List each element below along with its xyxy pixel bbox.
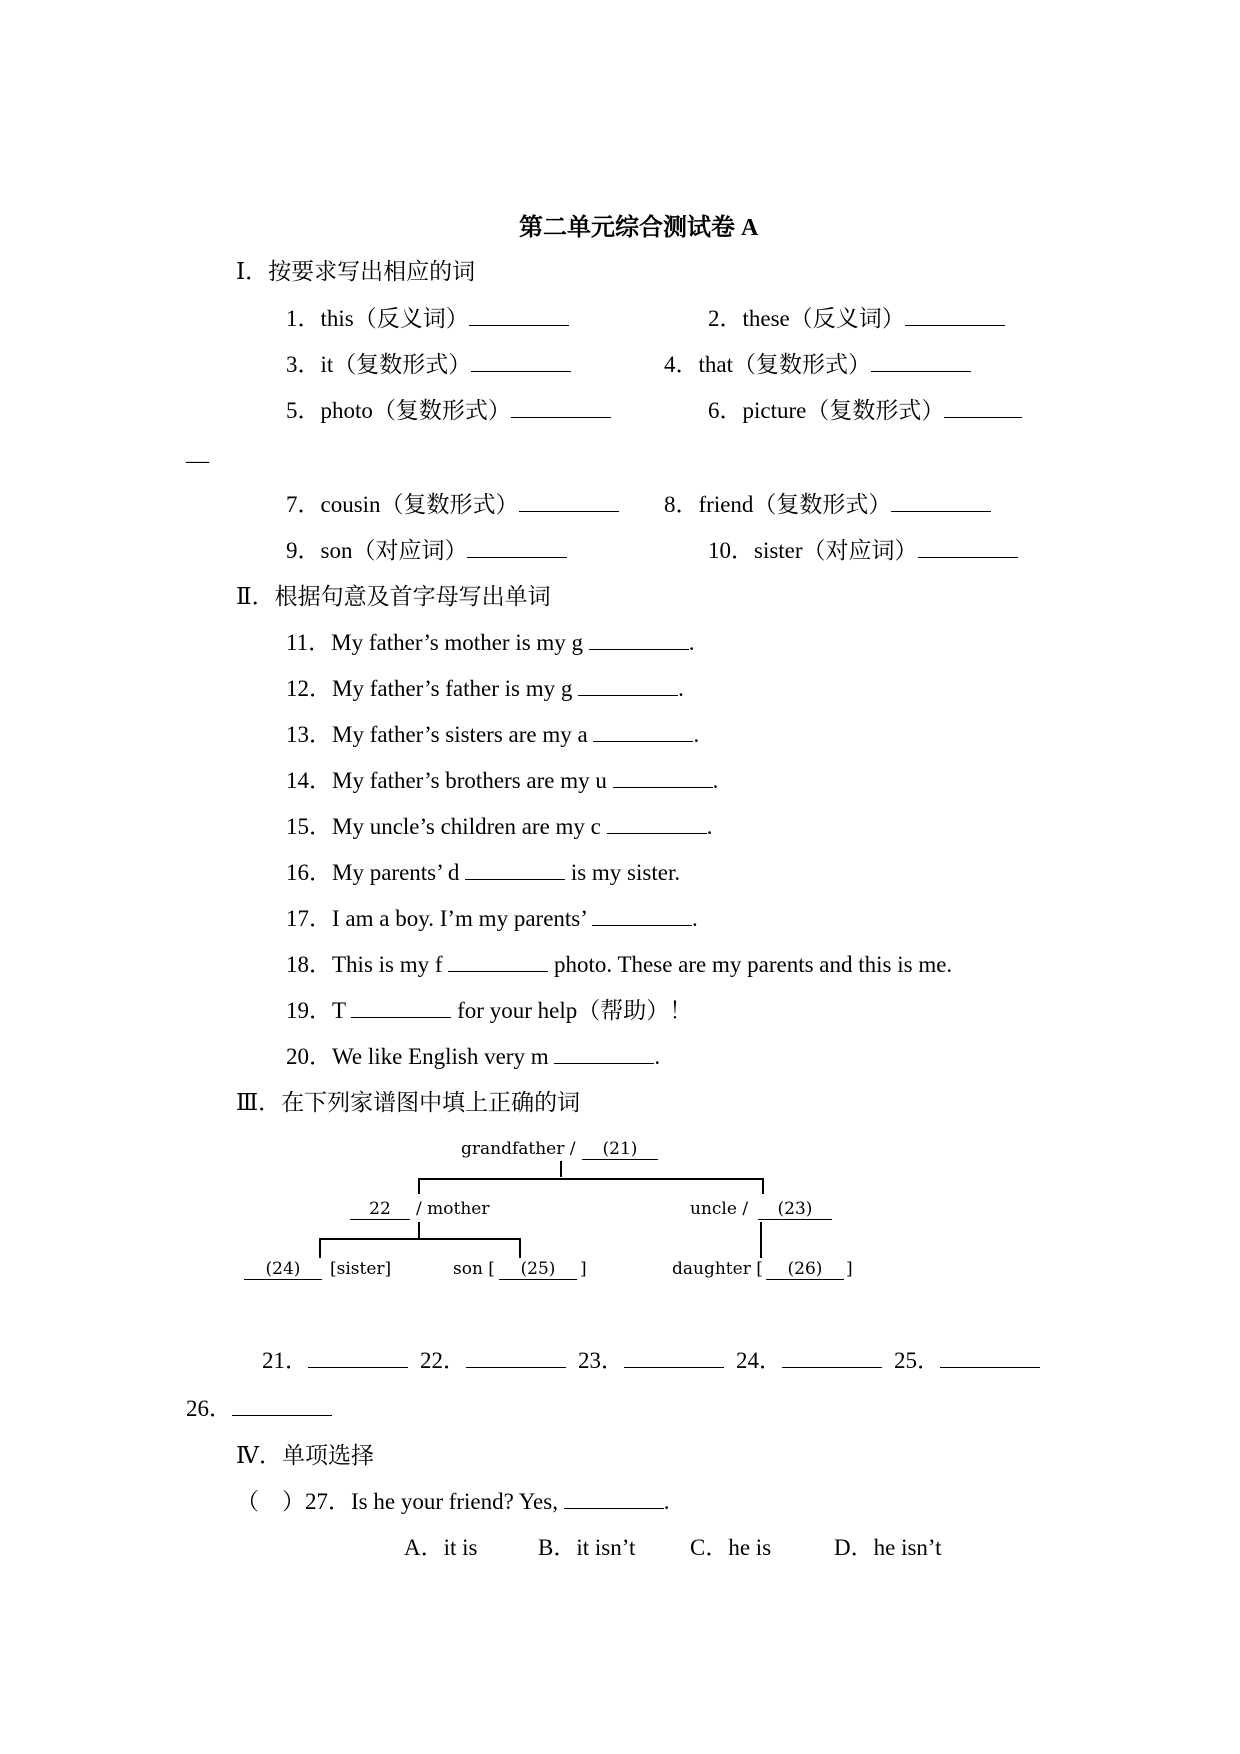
question-13	[286, 716, 699, 749]
answer-blank[interactable]	[351, 993, 451, 1018]
question-18	[286, 946, 952, 979]
tree-blank-26-label: (26)	[766, 1259, 844, 1280]
question-text: 20．We like English very m	[286, 1044, 555, 1069]
tree-connector	[760, 1222, 762, 1258]
question-text: 7．cousin（复数形式）	[286, 492, 519, 517]
dash-continuation: —	[186, 448, 209, 473]
tree-daughter: daughter [	[672, 1259, 763, 1279]
question-text-end: photo. These are my parents and this is me.	[548, 952, 953, 977]
question-text: 11．My father’s mother is my g	[286, 630, 589, 655]
question-text-end: .	[654, 1044, 661, 1069]
answer-blank[interactable]	[613, 763, 713, 788]
answer-blank[interactable]	[944, 393, 1022, 418]
question-4	[664, 346, 971, 379]
answer-blank[interactable]	[905, 301, 1005, 326]
answer-blank[interactable]	[871, 347, 971, 372]
question-8	[664, 486, 991, 519]
section-3-heading: Ⅲ．在下列家谱图中填上正确的词	[236, 1090, 581, 1115]
answer-22	[420, 1342, 566, 1375]
tree-blank-21	[582, 1139, 658, 1160]
option-c: C．he is	[690, 1535, 772, 1560]
tree-connector	[560, 1161, 562, 1177]
question-text: 3．it（复数形式）	[286, 352, 472, 377]
question-3	[286, 346, 571, 379]
answer-blank[interactable]	[592, 901, 692, 926]
tree-blank-21-label: (21)	[582, 1139, 658, 1160]
answer-24	[736, 1342, 882, 1375]
answer-label: 22．	[420, 1348, 466, 1373]
answer-26	[186, 1390, 332, 1423]
question-text-end: .	[663, 1489, 670, 1514]
answer-blank[interactable]	[589, 625, 689, 650]
question-text: 4．that（复数形式）	[664, 352, 871, 377]
section-1-heading: Ⅰ．按要求写出相应的词	[236, 259, 476, 284]
answer-23	[578, 1342, 724, 1375]
tree-blank-23	[758, 1199, 832, 1220]
answer-label: 23．	[578, 1348, 624, 1373]
answer-blank[interactable]	[578, 671, 678, 696]
question-text: 2．these（反义词）	[708, 306, 905, 331]
tree-bracket-close: ]	[846, 1259, 853, 1279]
tree-connector	[319, 1238, 321, 1258]
answer-label: 24．	[736, 1348, 782, 1373]
question-text: 16．My parents’ d	[286, 860, 466, 885]
question-text-end: .	[712, 768, 719, 793]
tree-blank-24	[244, 1259, 322, 1280]
question-text-end: for your help（帮助）！	[451, 998, 693, 1023]
tree-grandfather: grandfather /	[461, 1139, 576, 1159]
answer-blank[interactable]	[918, 533, 1018, 558]
answer-parentheses[interactable]: （ ）	[236, 1489, 305, 1514]
tree-uncle: uncle /	[690, 1199, 749, 1219]
question-text: 6．picture（复数形式）	[708, 398, 945, 423]
question-text: 9．son（对应词）	[286, 538, 468, 563]
answer-label: 25．	[894, 1348, 940, 1373]
question-6	[708, 392, 1022, 425]
answer-blank[interactable]	[448, 947, 548, 972]
option-a: A．it is	[404, 1535, 478, 1560]
question-text: 14．My father’s brothers are my u	[286, 768, 613, 793]
question-text: 8．friend（复数形式）	[664, 492, 892, 517]
question-text-end: .	[691, 906, 698, 931]
tree-sister: [sister]	[330, 1259, 392, 1279]
tree-son: son [	[453, 1259, 495, 1279]
page-title: 第二单元综合测试卷 A	[519, 215, 759, 241]
answer-blank[interactable]	[465, 855, 565, 880]
answer-21	[262, 1342, 408, 1375]
question-7	[286, 486, 619, 519]
question-text: 27．Is he your friend? Yes,	[305, 1489, 564, 1514]
tree-blank-25-label: (25)	[499, 1259, 577, 1280]
tree-blank-23-label: (23)	[758, 1199, 832, 1220]
question-9	[286, 532, 567, 565]
tree-blank-25	[499, 1259, 577, 1280]
tree-blank-22	[350, 1199, 410, 1220]
question-14	[286, 762, 718, 795]
answer-blank[interactable]	[564, 1484, 664, 1509]
question-10	[708, 532, 1018, 565]
question-text: 10．sister（对应词）	[708, 538, 918, 563]
question-11	[286, 624, 695, 657]
question-27	[236, 1483, 669, 1516]
answer-blank[interactable]	[624, 1343, 724, 1368]
section-4-heading: Ⅳ．单项选择	[236, 1443, 374, 1468]
answer-blank[interactable]	[232, 1391, 332, 1416]
question-17	[286, 900, 698, 933]
tree-blank-26	[766, 1259, 844, 1280]
answer-blank[interactable]	[469, 301, 569, 326]
tree-blank-24-label: (24)	[244, 1259, 322, 1280]
question-text: 19．T	[286, 998, 352, 1023]
option-b: B．it isn’t	[538, 1535, 636, 1560]
question-20	[286, 1038, 660, 1071]
answer-blank[interactable]	[471, 347, 571, 372]
question-12	[286, 670, 684, 703]
question-text: 12．My father’s father is my g	[286, 676, 579, 701]
tree-connector	[519, 1238, 521, 1258]
answer-blank[interactable]	[554, 1039, 654, 1064]
answer-blank[interactable]	[466, 1343, 566, 1368]
question-5	[286, 392, 611, 425]
question-1	[286, 300, 569, 333]
question-text-end: .	[688, 630, 695, 655]
tree-connector	[418, 1222, 420, 1238]
option-d: D．he isn’t	[834, 1535, 942, 1560]
question-text: 1．this（反义词）	[286, 306, 469, 331]
question-text: 13．My father’s sisters are my a	[286, 722, 594, 747]
tree-bracket-close: ]	[580, 1259, 587, 1279]
answer-25	[894, 1342, 1040, 1375]
question-19	[286, 992, 692, 1025]
answer-blank[interactable]	[607, 809, 707, 834]
question-text-end: is my sister.	[565, 860, 681, 885]
question-16	[286, 854, 680, 887]
answer-blank[interactable]	[511, 393, 611, 418]
answer-blank[interactable]	[519, 487, 619, 512]
answer-blank[interactable]	[308, 1343, 408, 1368]
tree-connector	[418, 1178, 420, 1194]
answer-label: 26．	[186, 1396, 232, 1421]
tree-connector	[418, 1178, 764, 1180]
question-text-end: .	[678, 676, 684, 701]
answer-label: 21．	[262, 1348, 308, 1373]
question-15	[286, 808, 712, 841]
question-text-end: .	[706, 814, 713, 839]
answer-blank[interactable]	[782, 1343, 882, 1368]
question-text: 5．photo（复数形式）	[286, 398, 511, 423]
tree-connector	[762, 1178, 764, 1194]
answer-blank[interactable]	[940, 1343, 1040, 1368]
question-text: 18．This is my f	[286, 952, 449, 977]
tree-connector	[319, 1238, 521, 1240]
tree-mother: / mother	[416, 1199, 490, 1219]
tree-blank-22-label: 22	[350, 1199, 410, 1220]
question-text: 15．My uncle’s children are my c	[286, 814, 607, 839]
answer-blank[interactable]	[891, 487, 991, 512]
answer-blank[interactable]	[593, 717, 693, 742]
question-2	[708, 300, 1005, 333]
question-text-end: .	[693, 722, 700, 747]
question-text: 17．I am a boy. I’m my parents’	[286, 906, 592, 931]
answer-blank[interactable]	[467, 533, 567, 558]
section-2-heading: Ⅱ．根据句意及首字母写出单词	[236, 584, 551, 609]
